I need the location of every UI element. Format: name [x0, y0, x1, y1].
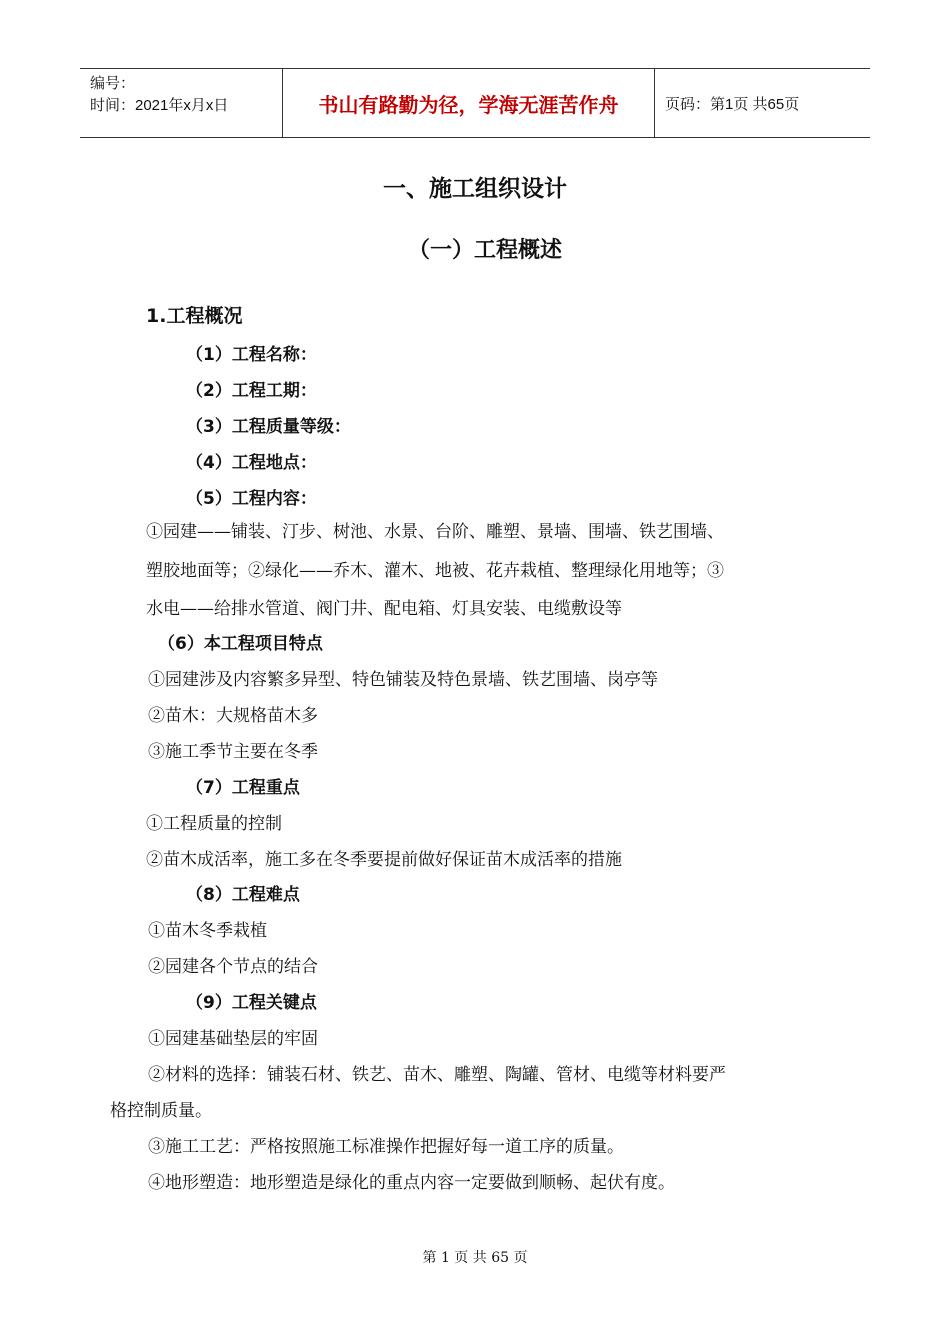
header-page-info: 页码：第1页 共65页 [665, 95, 800, 113]
key-point-line: ②苗木成活率，施工多在冬季要提前做好保证苗木成活率的措施 [146, 850, 622, 870]
document-title: 一、施工组织设计 [383, 176, 567, 202]
content-line: 水电——给排水管道、阀门井、配电箱、灯具安装、电缆敷设等 [146, 599, 622, 619]
item-project-name: （1）工程名称： [186, 345, 317, 365]
critical-line: ③施工工艺：严格按照施工标准操作把握好每一道工序的质量。 [148, 1137, 624, 1157]
critical-line: ②材料的选择：铺装石材、铁艺、苗木、雕塑、陶罐、管材、电缆等材料要严 [148, 1065, 726, 1085]
section-subtitle: （一）工程概述 [407, 238, 562, 263]
item-difficulties-heading: （8）工程难点 [186, 885, 300, 905]
header-motto: 书山有路勤为径，学海无涯苦作舟 [282, 69, 655, 137]
item-critical-heading: （9）工程关键点 [186, 993, 317, 1013]
difficulty-line: ②园建各个节点的结合 [148, 957, 318, 977]
page-footer: 第 1 页 共 65 页 [422, 1250, 528, 1266]
key-point-line: ①工程质量的控制 [146, 814, 282, 834]
content-line: ①园建——铺装、汀步、树池、水景、台阶、雕塑、景墙、围墙、铁艺围墙、 [146, 522, 724, 542]
header-meta [80, 69, 282, 137]
item-location: （4）工程地点： [186, 453, 317, 473]
section-heading: 1.工程概况 [146, 305, 243, 327]
feature-line: ①园建涉及内容繁多异型、特色铺装及特色景墙、铁艺围墙、岗亭等 [148, 670, 658, 690]
item-project-period: （2）工程工期： [186, 381, 317, 401]
critical-line: 格控制质量。 [110, 1101, 212, 1121]
difficulty-line: ①苗木冬季栽植 [148, 921, 267, 941]
critical-line: ①园建基础垫层的牢固 [148, 1029, 318, 1049]
item-quality-level: （3）工程质量等级： [186, 417, 351, 437]
item-content: （5）工程内容： [186, 489, 317, 509]
number-label: 编号： [90, 75, 136, 92]
content-line: 塑胶地面等；②绿化——乔木、灌木、地被、花卉栽植、整理绿化用地等；③ [146, 561, 724, 581]
item-key-points-heading: （7）工程重点 [186, 778, 300, 798]
critical-line: ④地形塑造：地形塑造是绿化的重点内容一定要做到顺畅、起伏有度。 [148, 1173, 675, 1193]
feature-line: ③施工季节主要在冬季 [148, 742, 318, 762]
feature-line: ②苗木：大规格苗木多 [148, 706, 318, 726]
time-label: 时间：2021年x月x日 [90, 97, 229, 114]
document-header [80, 68, 870, 138]
item-features-heading: （6）本工程项目特点 [158, 634, 323, 654]
